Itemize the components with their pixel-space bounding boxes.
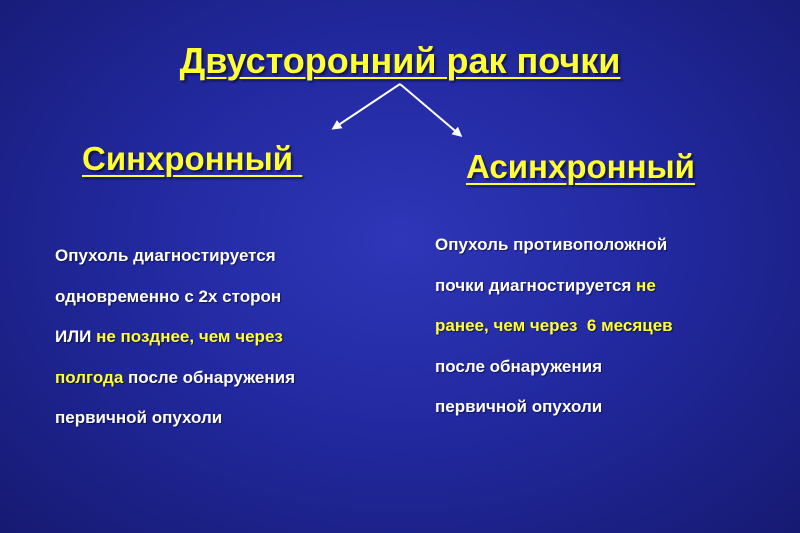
text-segment: ИЛИ <box>55 327 97 346</box>
text-line: одновременно с 2х сторон <box>55 286 282 306</box>
heading-asynchronous: Асинхронный <box>466 148 695 185</box>
text-line: после обнаружения <box>435 356 602 376</box>
arrow-left <box>334 84 400 128</box>
highlight-text: ранее, чем через 6 месяцев <box>435 316 673 335</box>
text-line <box>55 317 385 358</box>
arrow-right <box>400 84 460 135</box>
text-line: Опухоль диагностируется <box>55 246 276 265</box>
text-line <box>435 266 765 307</box>
slide-title: Двусторонний рак почки <box>179 40 621 81</box>
asynchronous-description <box>435 225 765 428</box>
text-line <box>55 358 385 399</box>
highlight-text: не позднее, чем через <box>96 327 283 346</box>
text-line: первичной опухоли <box>55 408 223 427</box>
text-line: первичной опухоли <box>435 397 603 416</box>
text-segment: после обнаружения <box>123 367 296 387</box>
heading-synchronous: Синхронный <box>82 140 303 177</box>
highlight-text: полгода <box>55 367 124 387</box>
synchronous-description <box>55 236 385 439</box>
text-segment: почки диагностируется <box>435 275 637 295</box>
highlight-text: не <box>636 275 656 295</box>
text-line: Опухоль противоположной <box>435 235 668 254</box>
